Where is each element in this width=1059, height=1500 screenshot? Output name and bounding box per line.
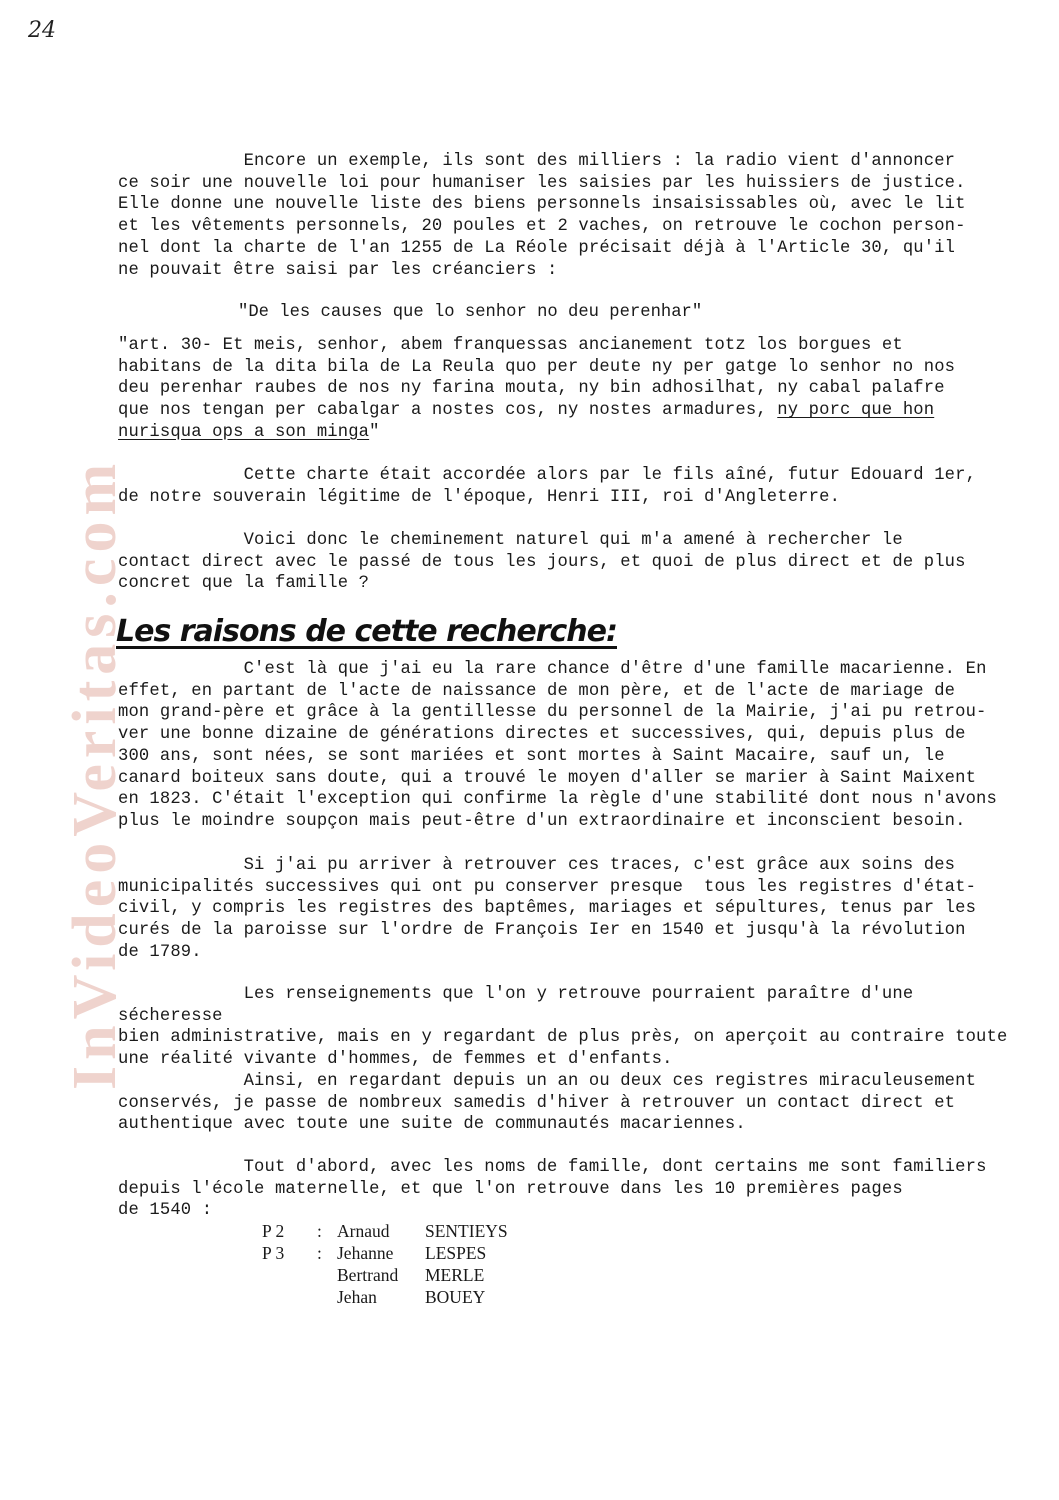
paragraph-path: Voici donc le cheminement naturel qui m'a amené à rechercher le contact direct avec le passé de tous les jours, et quoi de plus direct et de plus concret que la famille ?: [118, 531, 966, 594]
section-heading: Les raisons de cette recherche:: [116, 614, 617, 649]
paragraph-information: Les renseignements que l'on y retrouve pourraient paraître d'une sécheresse bien administrative, mais en y regardant de plus près, on aperçoit au contraire toute une réalité vivante d'hommes, de femmes et d'enfants.: [118, 985, 1008, 1070]
paragraph-intro: Encore un exemple, ils sont des milliers : la radio vient d'annoncer ce soir une nouvelle loi pour humaniser les saisies par les huissiers de justice. Elle donne une nouvelle liste des biens personnels insaisissables où, avec le lit et les vêtements personnels, 20 poules et 2 vaches, on retrouve le cochon person- nel dont la charte de l'an 1255 de La Réole précisait déjà à l'Article 30, qu'il ne pouvait être saisi par les créanciers :: [118, 152, 966, 280]
paragraph-family: C'est là que j'ai eu la rare chance d'être d'une famille macarienne. En effet, en partant de l'acte de naissance de mon père, et de l'acte de mariage de mon grand-père et grâce à la gentillesse du personnel de la Mairie, j'ai pu retrou- ver une bonne dizaine de générations directes et successives, qui, depuis plus de 300 ans, sont nées, se sont mariées et sont mortes à Saint Macaire, sauf un, le canard boiteux sans doute, qui a trouvé le moyen d'aller se marier à Saint Maixent en 1823. C'était l'exception qui confirme la règle d'une stabilité dont nous n'avons plus le moindre soupçon mais peut-être d'un extraordinaire et inconscient besoin.: [118, 660, 997, 831]
quote-title: "De les causes que lo senhor no deu perenhar": [238, 303, 703, 322]
watermark: InVideoVeritas.com: [61, 457, 129, 1090]
paragraph-saturdays: Ainsi, en regardant depuis un an ou deux ces registres miraculeusement conservés, je passe de nombreux samedis d'hiver à retrouver un contact direct et authentique avec toute une suite de communautés macariennes.: [118, 1072, 977, 1135]
list-item: P 3 : Jehanne LESPES: [262, 1243, 487, 1263]
paragraph-names: Tout d'abord, avec les noms de famille, dont certains me sont familiers depuis l'école maternelle, et que l'on retrouve dans les 10 premières pages de 1540 :: [118, 1158, 987, 1221]
list-item: Bertrand MERLE: [337, 1265, 485, 1285]
list-item: P 2 : Arnaud SENTIEYS: [262, 1221, 508, 1241]
list-item: Jehan BOUEY: [337, 1287, 486, 1307]
paragraph-registers: Si j'ai pu arriver à retrouver ces traces, c'est grâce aux soins des municipalités successives qui ont pu conserver presque tous les registres d'état- civil, y compris les registres des baptêmes, mariages et sépultures, tenus par les curés de la paroisse sur l'ordre de François Ier en 1540 et jusqu'à la révolution de 1789.: [118, 856, 977, 962]
names-list: [262, 1220, 508, 1308]
quote-end: ": [369, 422, 380, 442]
quote-body: "art. 30- Et meis, senhor, abem franquessas ancianement totz los borgues et habitans de la dita bila de La Reula quo per deute ny per gatge lo senhor no nos deu perenhar raubes de nos ny farina mouta, ny bin adhosilhat, ny cabal palafre que nos tengan per cabalgar a nostes cos, ny nostes armadures,: [118, 336, 956, 421]
charter-quote: [118, 335, 1008, 444]
quote-underlined: ny porc que hon nurisqua ops a son minga: [118, 401, 935, 442]
page-number: 24: [28, 18, 56, 43]
paragraph-charter: Cette charte était accordée alors par le fils aîné, futur Edouard 1er, de notre souverain légitime de l'époque, Henri III, roi d'Angleterre.: [118, 466, 977, 507]
